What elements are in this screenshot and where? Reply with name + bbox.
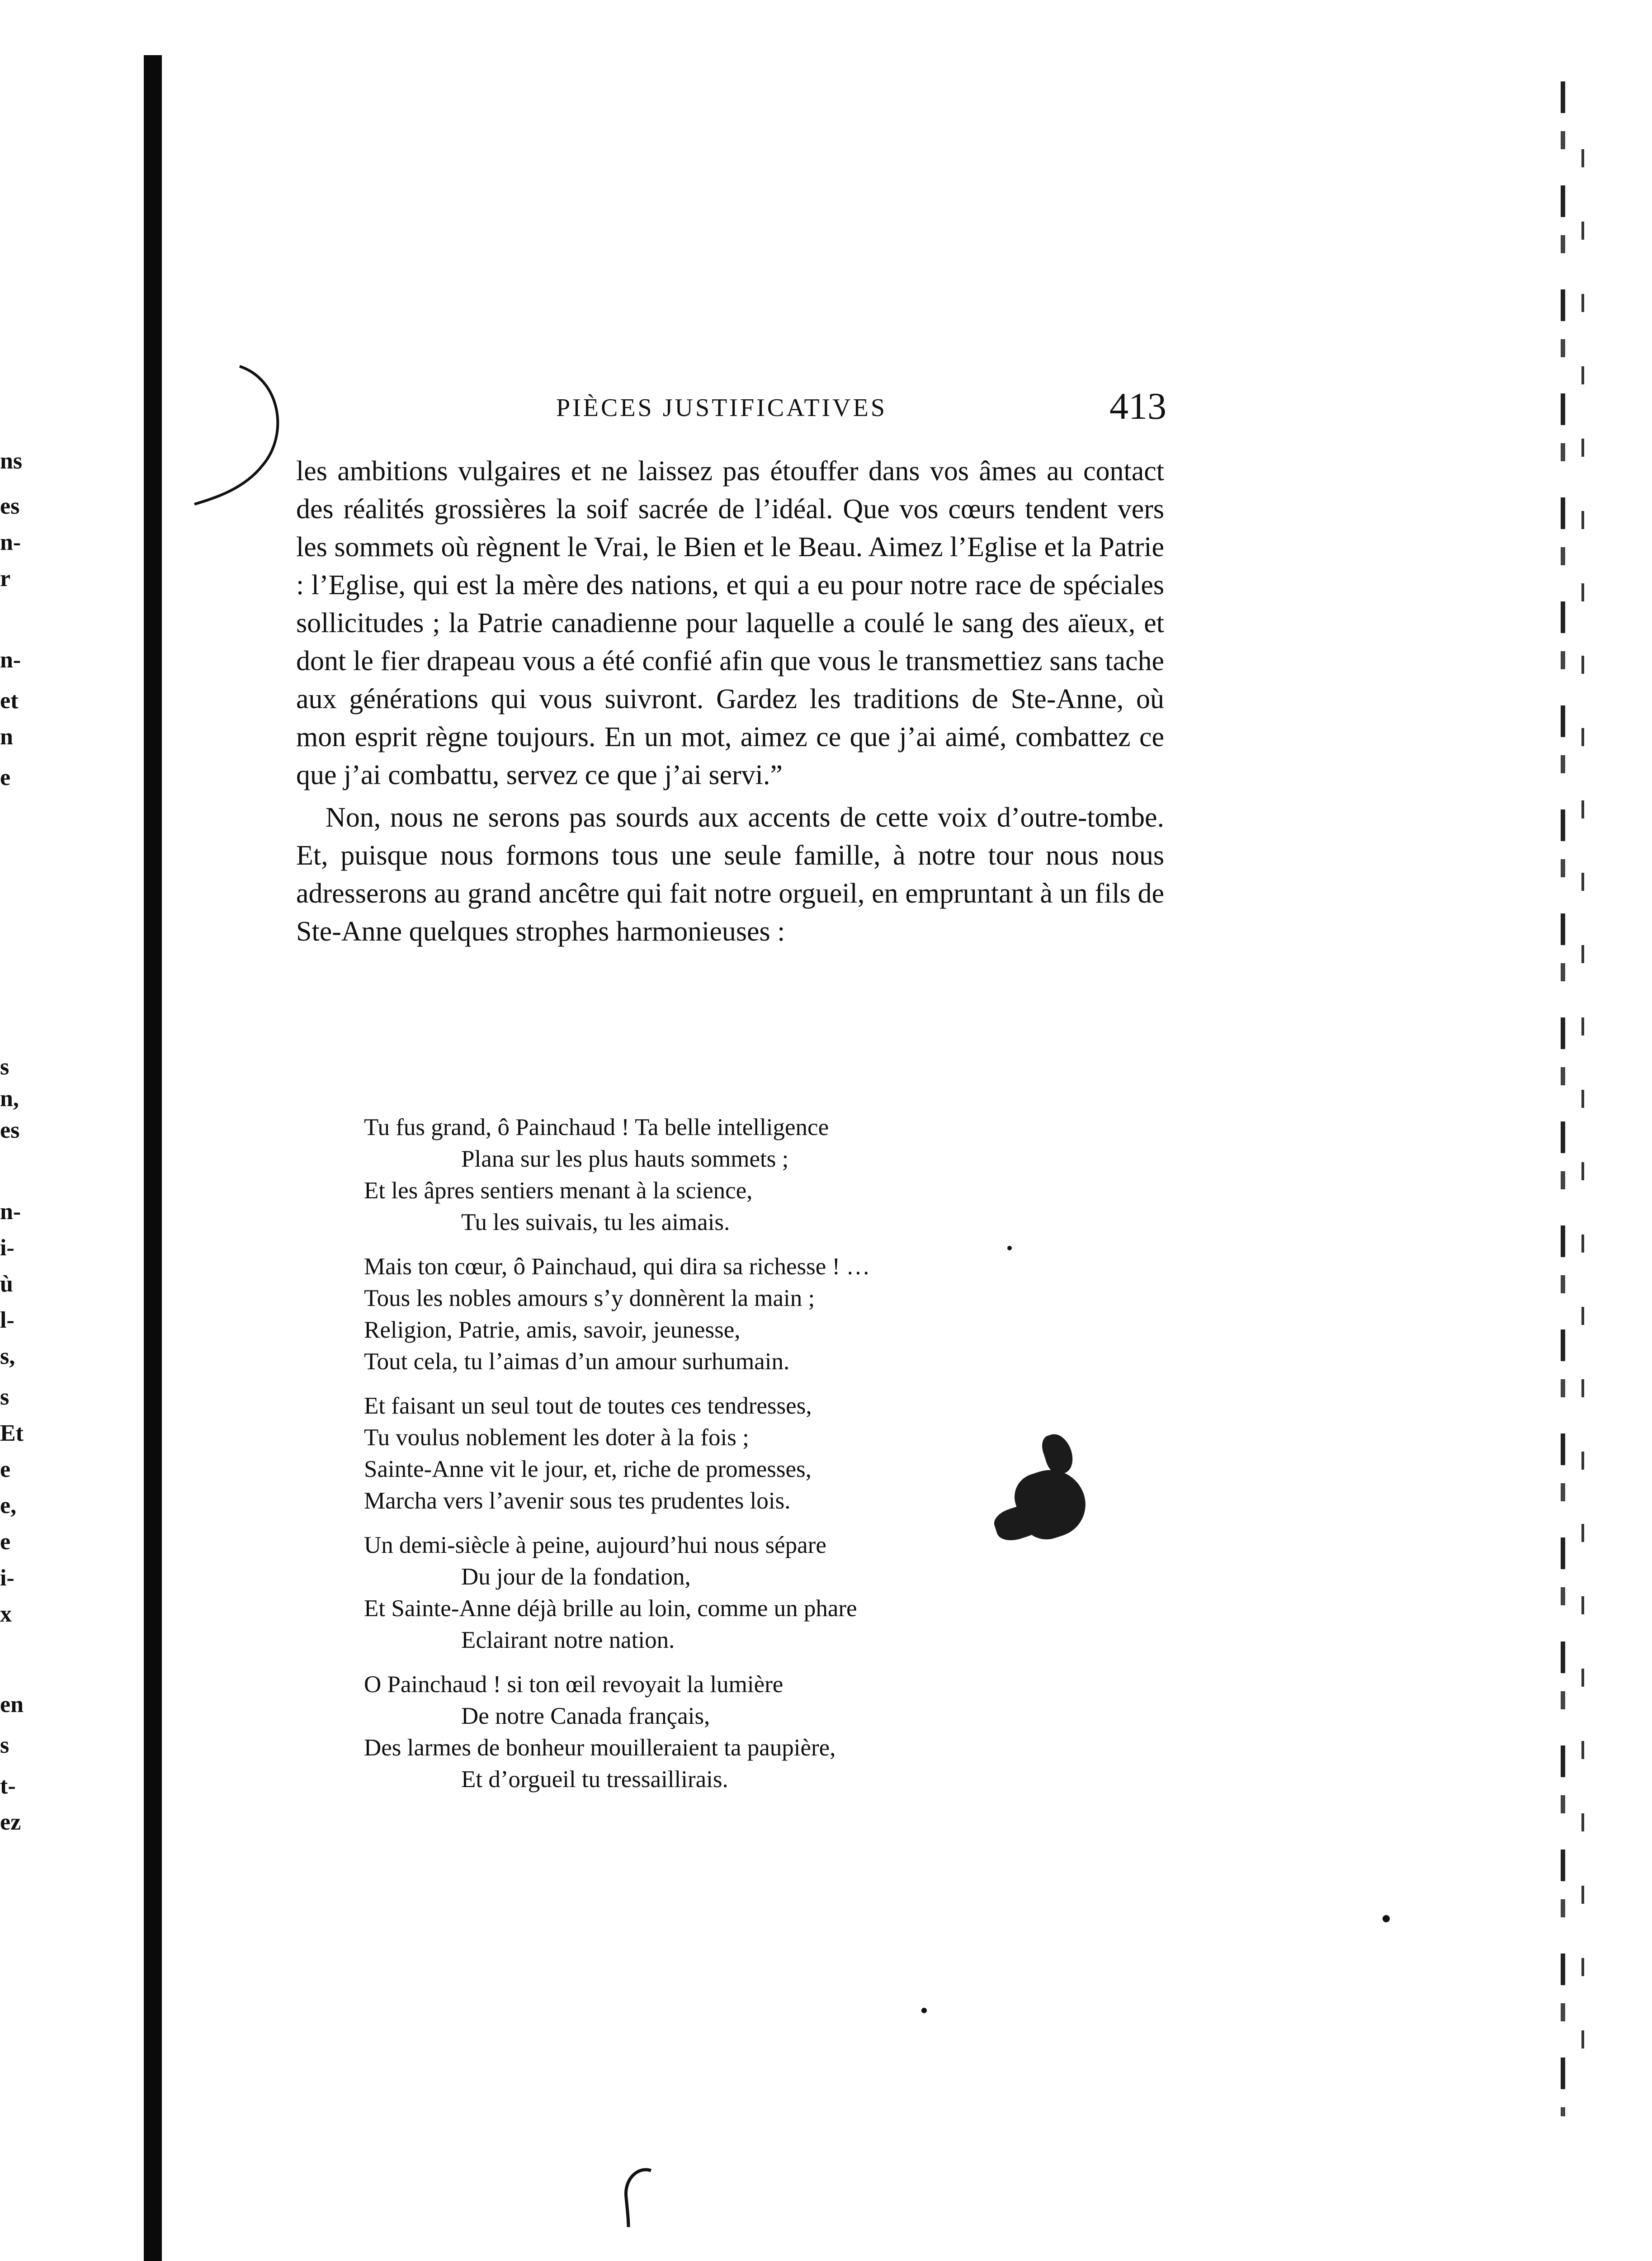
verse-line: Tout cela, tu l’aimas d’un amour surhumain. <box>364 1348 790 1375</box>
sliver-fragment: en <box>0 1692 24 1717</box>
paragraph: Non, nous ne serons pas sourds aux accents de cette voix d’outre-tombe. Et, puisque nous formons tous une seule famille, à notre tour nous nous adresserons au grand ancêtre qui fait notre orgueil, en empruntant à un fils de Ste-Anne quelques strophes harmonieuses : <box>296 802 1164 947</box>
pencil-hook-mark <box>615 2162 660 2229</box>
sliver-fragment: n- <box>0 647 21 673</box>
sliver-fragment: s <box>0 1732 9 1758</box>
sliver-fragment: ns <box>0 448 23 474</box>
page-header <box>294 384 1166 434</box>
verse-line: Un demi-siècle à peine, aujourd’hui nous sépare <box>364 1532 826 1558</box>
verse-line: De notre Canada français, <box>461 1703 710 1729</box>
verse-line: Religion, Patrie, amis, savoir, jeunesse, <box>364 1317 741 1343</box>
sliver-fragment: Et <box>0 1420 24 1446</box>
stanza <box>364 1390 1087 1517</box>
ink-speck <box>921 2008 927 2013</box>
verse-line: Tu voulus noblement les doter à la fois ; <box>364 1424 749 1451</box>
sliver-fragment: n <box>0 724 13 750</box>
sliver-fragment: ù <box>0 1271 13 1297</box>
paragraph: les ambitions vulgaires et ne laissez pas étouffer dans vos âmes au contact des réalités grossières la soif sacrée de l’idéal. Que vos cœurs tendent vers les sommets où règnent le Vrai, le Bien et le Beau. Aimez l’Eglise et la Patrie : l’Eglise, qui est la mère des nations, et qui a eu pour notre race de spéciales sollicitudes ; la Patrie canadienne pour laquelle a coulé le sang des aïeux, et dont le fier drapeau vous a été confié afin que vous le transmettiez sans tache aux générations qui vous suivront. Gardez les traditions de Ste-Anne, où mon esprit règne toujours. En un mot, aimez ce que j’ai aimé, combattez ce que j’ai combattu, servez ce que j’ai servi.” <box>296 456 1164 790</box>
ink-speck <box>1383 1915 1390 1922</box>
verse-line: Mais ton cœur, ô Painchaud, qui dira sa richesse ! … <box>364 1253 870 1280</box>
verse-line: Eclairant notre nation. <box>461 1627 675 1653</box>
pencil-bracket-mark <box>190 362 307 520</box>
stanza <box>364 1251 1087 1377</box>
verse-line: Plana sur les plus hauts sommets ; <box>461 1146 789 1172</box>
stanza <box>364 1112 1087 1238</box>
verse-line: Et d’orgueil tu tressaillirais. <box>461 1766 728 1793</box>
verse-line: Et Sainte-Anne déjà brille au loin, comme un phare <box>364 1595 857 1622</box>
sliver-fragment: e <box>0 765 11 790</box>
sliver-fragment: n- <box>0 530 21 555</box>
page-number: 413 <box>1109 385 1166 427</box>
verse-line: Sainte-Anne vit le jour, et, riche de promesses, <box>364 1456 812 1482</box>
verse-line: Tous les nobles amours s’y donnèrent la main ; <box>364 1285 815 1311</box>
stanza <box>364 1669 1087 1795</box>
sliver-fragment: l- <box>0 1307 14 1333</box>
binding-shadow <box>144 55 162 2261</box>
sliver-fragment: s <box>0 1384 9 1410</box>
verse-line: Des larmes de bonheur mouilleraient ta paupière, <box>364 1735 836 1761</box>
verse-line: Et les âpres sentiers menant à la science, <box>364 1178 753 1204</box>
sliver-fragment: i- <box>0 1565 14 1591</box>
sliver-fragment: et <box>0 688 19 714</box>
sliver-fragment: s <box>0 1054 9 1080</box>
sliver-fragment: es <box>0 493 20 519</box>
sliver-fragment: n- <box>0 1199 21 1225</box>
sliver-fragment: e <box>0 1529 11 1555</box>
poem <box>364 1112 1087 1808</box>
verse-line: O Painchaud ! si ton œil revoyait la lumière <box>364 1671 784 1698</box>
verse-line: Et faisant un seul tout de toutes ces tendresses, <box>364 1393 812 1419</box>
page-edge-shadow <box>1561 81 1565 2116</box>
sliver-fragment: r <box>0 566 11 591</box>
sliver-fragment: n, <box>0 1086 19 1112</box>
verse-line: Tu fus grand, ô Painchaud ! Ta belle intelligence <box>364 1114 829 1140</box>
sliver-fragment: x <box>0 1601 12 1627</box>
verse-line: Du jour de la fondation, <box>461 1564 691 1590</box>
verse-line: Marcha vers l’avenir sous tes prudentes lois. <box>364 1488 791 1514</box>
body-text <box>296 452 1164 951</box>
sliver-fragment: s, <box>0 1343 15 1369</box>
page-edge-shadow-secondary <box>1581 149 1584 2048</box>
sliver-fragment: e <box>0 1457 11 1482</box>
stanza <box>364 1529 1087 1656</box>
facing-page-sliver <box>0 0 41 2261</box>
sliver-fragment: es <box>0 1117 20 1143</box>
sliver-fragment: ez <box>0 1809 21 1835</box>
sliver-fragment: t- <box>0 1773 16 1799</box>
sliver-fragment: e, <box>0 1493 17 1518</box>
sliver-fragment: i- <box>0 1235 14 1261</box>
verse-line: Tu les suivais, tu les aimais. <box>461 1209 730 1235</box>
running-head: PIÈCES JUSTIFICATIVES <box>556 394 887 422</box>
